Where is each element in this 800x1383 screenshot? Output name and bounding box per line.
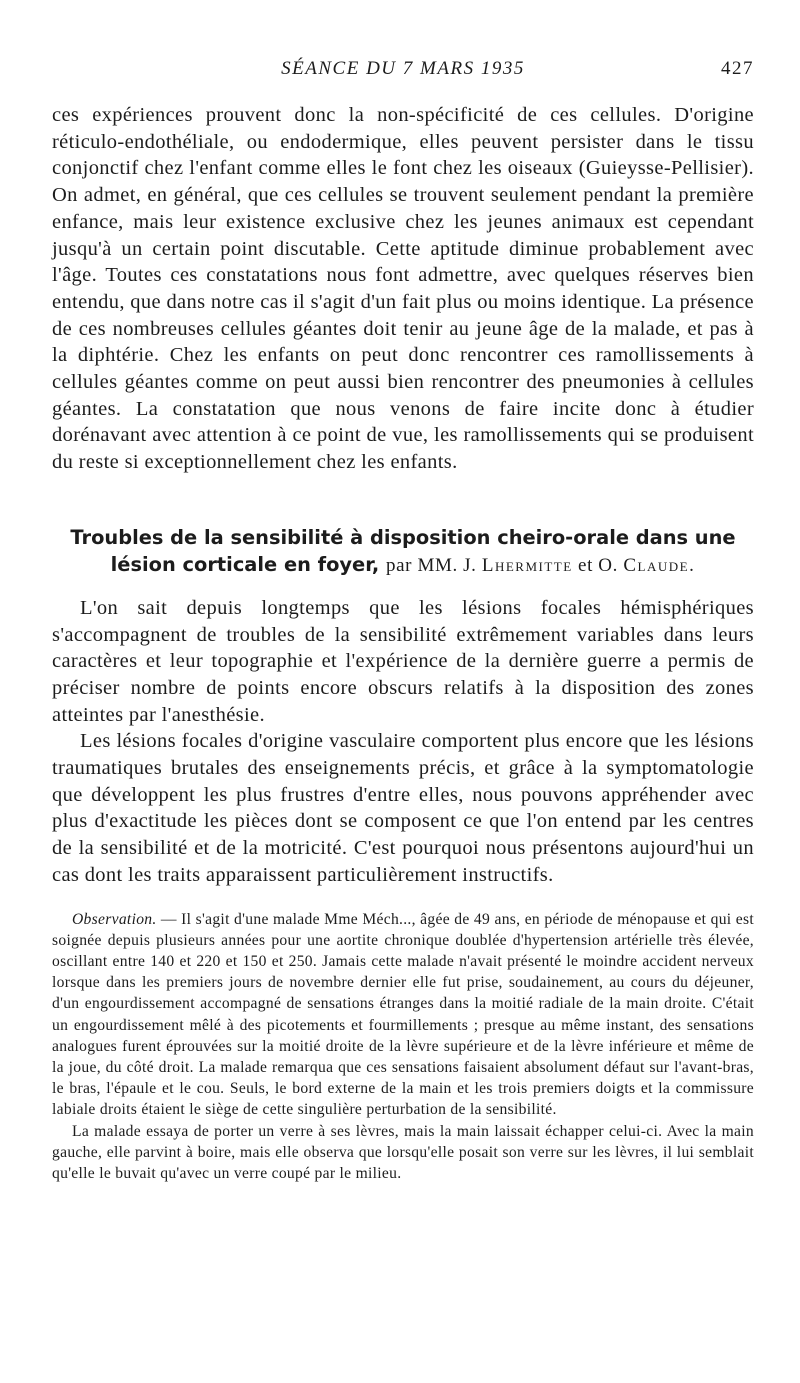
paragraph-continued: ces expériences prouvent donc la non-spécificité de ces cellules. D'origine réticulo-endothéliale, ou endodermique, elles peuvent persister dans le tissu conjonctif chez l'enfant comme elles le font chez les oiseaux (Guieysse-Pellisier). On admet, en général, que ces cellules se trouvent seulement pendant la première enfance, mais leur existence exclusive chez les jeunes animaux est cependant jusqu'à un certain point discutable. Cette aptitude diminue probablement avec l'âge. Toutes ces constatations nous font admettre, avec quelques réserves bien entendu, que dans notre cas il s'agit d'un fait plus ou moins identique. La présence de ces nombreuses cellules géantes doit tenir au jeune âge de la malade, et pas à la diphtérie. Chez les enfants on peut donc rencontrer ces ramollissements à cellules géantes comme on peut aussi bien rencontrer des pneumonies à cellules géantes. La constatation que nous venons de faire incite donc à étudier dorénavant avec attention à ce point de vue, les ramollissements qui se produisent du reste si exceptionnellement chez les enfants. [52, 104, 754, 474]
running-header [52, 58, 754, 86]
page-number: 427 [721, 58, 754, 79]
observation-continuation: La malade essaya de porter un verre à ses lèvres, mais la main laissait échapper celui-ci. Avec la main gauche, elle parvint à boire, mais elle observa que lorsqu'elle posait son verre sur les lèvres, il lui semblait qu'elle le buvait qu'avec un verre coupé par le milieu. [52, 1122, 754, 1183]
observation-label: Observation. [72, 910, 157, 928]
author-claude: Claude. [623, 554, 696, 576]
paragraph-vascular: Les lésions focales d'origine vasculaire comportent plus encore que les lésions traumatiques brutales des enseignements précis, et grâce à la symptomatologie que développent les plus frustres d'entre elles, nous pouvons appréhender avec plus d'exactitude les pièces dont se composent ce que l'on entend par les centres de la sensibilité et de la motricité. C'est pourquoi nous présentons aujourd'hui un cas dont les traits apparaissent particulièrement instructifs. [52, 730, 754, 886]
authors-prefix: par MM. J. [386, 554, 477, 576]
authors-and: et O. [578, 554, 618, 576]
paragraph-intro: L'on sait depuis longtemps que les lésions focales hémisphériques s'accompagnent de troubles de la sensibilité extrêmement variables dans leurs caractères et leur topographie et l'expérience de la dernière guerre a permis de préciser nombre de points encore obscurs relatifs à la disposition des zones atteintes par l'anesthésie. [52, 596, 754, 726]
running-title: SÉANCE DU 7 MARS 1935 [281, 58, 525, 79]
page [52, 0, 754, 1184]
article-authors [386, 555, 695, 576]
observation-paragraph [52, 909, 754, 1121]
author-lhermitte: Lhermitte [481, 554, 573, 576]
article-title: Troubles de la sensibilité à disposition cheiro-orale dans une lésion corticale en foyer, [70, 525, 736, 576]
observation-text: — Il s'agit d'une malade Mme Méch..., âgée de 49 ans, en période de ménopause et qui est soignée depuis plusieurs années pour une aortite chronique doublée d'hypertension artérielle très élevée, oscillant entre 140 et 220 et 150 et 250. Jamais cette malade n'avait présenté le moindre accident nerveux lorsque dans les premiers jours de novembre dernier elle fut prise, soudainement, au cours du déjeuner, d'un engourdissement accompagné de sensations étranges dans la moitié radiale de la main droite. C'était un engourdissement mêlé à des picotements et fourmillements ; presque au même instant, des sensations analogues furent éprouvées sur la moitié droite de la lèvre supérieure et de la lèvre inférieure et même de la joue, du côté droit. La malade remarqua que ces sensations faisaient absolument défaut sur l'avant-bras, le bras, l'épaule et le cou. Seuls, le bord externe de la main et les trois premiers doigts et la commissure labiale droits étaient le siège de cette singulière perturbation de la sensibilité. [52, 910, 754, 1119]
article-heading [52, 524, 754, 579]
